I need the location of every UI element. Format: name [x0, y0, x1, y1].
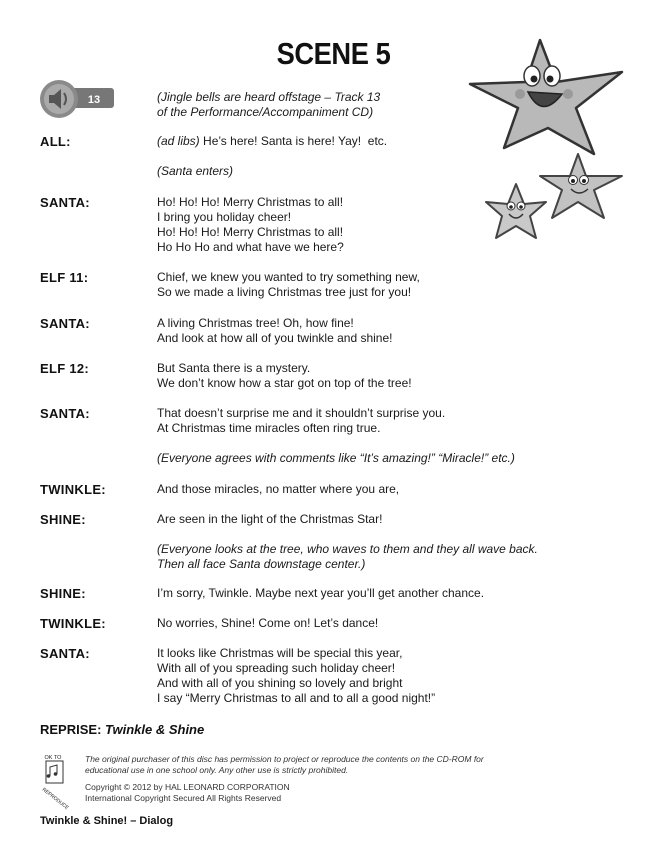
dialogue-line: I say “Merry Christmas to all and to all a good night!”	[157, 691, 436, 705]
speaker-name: SHINE:	[40, 586, 86, 601]
track-number: 13	[87, 94, 101, 106]
speaker-name: SHINE:	[40, 512, 86, 527]
direction-line: of the Performance/Accompaniment CD)	[157, 105, 374, 119]
dialogue-line: We don’t know how a star got on top of the tree!	[157, 376, 412, 390]
speaker-name: TWINKLE:	[40, 616, 106, 631]
copyright	[85, 782, 290, 804]
page-footer: Twinkle & Shine! – Dialog	[40, 815, 174, 827]
speaker-icon	[38, 78, 118, 120]
dialogue-line: (ad libs) He’s here! Santa is here! Yay! etc.	[157, 134, 388, 148]
direction-line: (Everyone looks at the tree, who waves to them and they all wave back.	[157, 542, 538, 556]
direction-line: (Jingle bells are heard offstage – Track 13	[157, 90, 381, 104]
dialogue-line: Ho Ho Ho and what have we here?	[157, 240, 344, 254]
copyright-line: Copyright © 2012 by HAL LEONARD CORPORATION	[85, 782, 290, 792]
direction-line: Then all face Santa downstage center.)	[157, 557, 366, 571]
reprise-label: REPRISE:	[40, 722, 102, 737]
speaker-name: TWINKLE:	[40, 482, 106, 497]
ok-icon-line1: OK TO	[44, 755, 62, 761]
dialogue-line: A living Christmas tree! Oh, how fine!	[157, 316, 354, 330]
speaker-name: SANTA:	[40, 316, 90, 331]
direction-line: (Everyone agrees with comments like “It’s amazing!” “Miracle!” etc.)	[157, 451, 515, 465]
ok-icon-line2: REPRODUCE	[40, 786, 70, 812]
dialogue-line: And those miracles, no matter where you are,	[157, 482, 400, 496]
speaker-name: ALL:	[40, 134, 71, 149]
dialogue-line: It looks like Christmas will be special this year,	[157, 646, 403, 660]
dialogue-line: Ho! Ho! Ho! Merry Christmas to all!	[157, 225, 344, 239]
dialogue-line: No worries, Shine! Come on! Let’s dance!	[157, 616, 379, 630]
reprise-song-title: Twinkle & Shine	[105, 722, 205, 737]
dialogue-line: At Christmas time miracles often ring true.	[157, 421, 381, 435]
dialogue-line: Ho! Ho! Ho! Merry Christmas to all!	[157, 195, 344, 209]
usage-notice: The original purchaser of this disc has permission to project or reproduce the contents on the CD-ROM for educational use in one school only. Any other use is strictly prohibited.	[85, 754, 484, 775]
dialogue-line: Are seen in the light of the Christmas Star!	[157, 512, 383, 526]
dialogue-line: But Santa there is a mystery.	[157, 361, 311, 375]
scene-title: SCENE 5	[276, 36, 391, 71]
dialogue-line: So we made a living Christmas tree just for you!	[157, 285, 412, 299]
dialogue-line: Chief, we knew you wanted to try something new,	[157, 270, 420, 284]
speaker-name: SANTA:	[40, 195, 90, 210]
dialogue-line: And with all of you shining so lovely and bright	[157, 676, 403, 690]
dialogue-line: I’m sorry, Twinkle. Maybe next year you’ll get another chance.	[157, 586, 485, 600]
direction-line: (Santa enters)	[157, 164, 234, 178]
dialogue-line: And look at how all of you twinkle and shine!	[157, 331, 393, 345]
speaker-name: ELF 11:	[40, 270, 89, 285]
ok-to-reproduce-icon	[40, 752, 70, 812]
speaker-name: ELF 12:	[40, 361, 90, 376]
copyright-line: International Copyright Secured All Rights Reserved	[85, 793, 282, 803]
speaker-name: SANTA:	[40, 646, 90, 661]
dialogue-line: I bring you holiday cheer!	[157, 210, 292, 224]
speaker-name: SANTA:	[40, 406, 90, 421]
reprise-heading	[40, 722, 204, 737]
dialogue-line: That doesn’t surprise me and it shouldn’t surprise you.	[157, 406, 446, 420]
ad-libs-direction: (ad libs)	[157, 134, 200, 148]
dialogue-line: With all of you spreading such holiday cheer!	[157, 661, 396, 675]
